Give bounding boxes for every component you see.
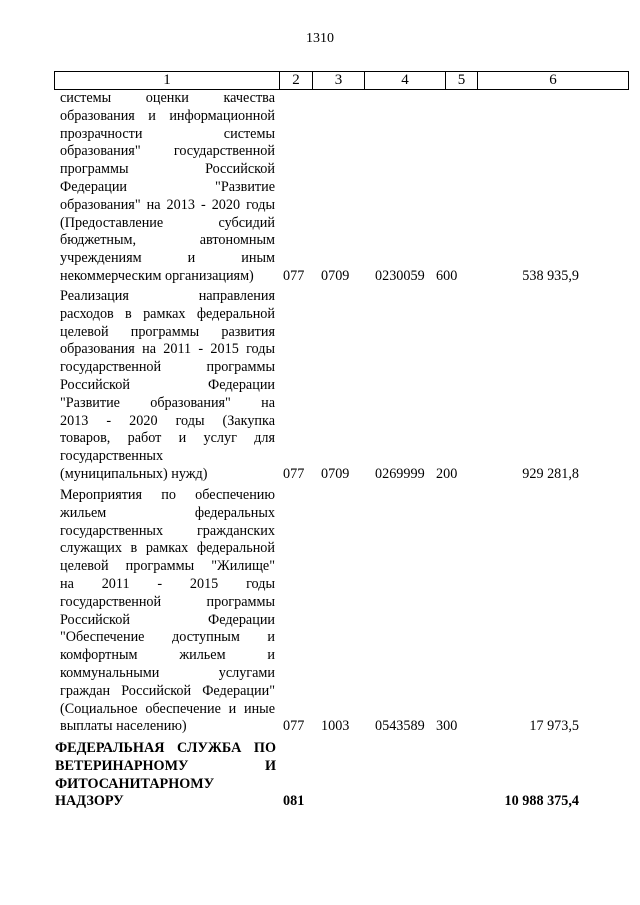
expense-type-code: 300	[436, 718, 458, 734]
target-article-code: 0230059	[375, 268, 425, 284]
ministry-code: 077	[283, 268, 305, 284]
target-article-code: 0269999	[375, 466, 425, 482]
column-header-2: 2	[280, 72, 313, 90]
row-description	[60, 288, 275, 484]
description-line: некоммерческим организациям)	[60, 267, 254, 284]
expense-type-code: 200	[436, 466, 458, 482]
column-header-3: 3	[313, 72, 365, 90]
amount: 929 281,8	[522, 466, 579, 482]
description-line: служащих в рамках федеральной	[60, 540, 275, 557]
description-line: учреждениям и иным	[60, 250, 275, 267]
description-line: целевой программы развития	[60, 323, 275, 340]
description-line: жильем федеральных	[60, 504, 275, 521]
column-header-5: 5	[446, 72, 478, 90]
description-line: государственных	[60, 448, 164, 465]
description-line: Реализация направления	[60, 288, 275, 304]
description-line: граждан Российской Федерации"	[60, 682, 275, 699]
page-number: 1310	[306, 31, 334, 46]
description-line: 2013 - 2020 годы (Закупка	[60, 412, 275, 429]
row-description	[60, 90, 275, 286]
amount: 17 973,5	[529, 718, 579, 734]
description-line: Мероприятия по обеспечению	[60, 487, 275, 503]
agency-total-amount: 10 988 375,4	[504, 793, 579, 809]
description-line: товаров, работ и услуг для	[60, 430, 275, 447]
column-header-6: 6	[478, 72, 629, 90]
agency-title	[55, 740, 276, 811]
description-line: (муниципальных) нужд)	[60, 465, 208, 482]
description-line: образования и информационной	[60, 107, 275, 124]
amount: 538 935,9	[522, 268, 579, 284]
column-header-row	[55, 72, 629, 90]
description-line: программы Российской	[60, 161, 275, 178]
column-header-1: 1	[55, 72, 280, 90]
target-article-code: 0543589	[375, 718, 425, 734]
description-line: комфортным жильем и	[60, 647, 275, 664]
description-line: образования" на 2013 - 2020 годы	[60, 196, 275, 213]
description-line: расходов в рамках федеральной	[60, 305, 275, 322]
description-line: Российской Федерации	[60, 376, 275, 393]
row-description	[60, 487, 275, 736]
agency-title-line: НАДЗОРУ	[55, 793, 124, 810]
description-line: "Развитие образования" на	[60, 394, 275, 411]
agency-title-line: ФЕДЕРАЛЬНАЯ СЛУЖБА ПО	[55, 740, 276, 756]
description-line: образования на 2011 - 2015 годы	[60, 341, 275, 358]
agency-title-line: ФИТОСАНИТАРНОМУ	[55, 775, 215, 792]
description-line: выплаты населению)	[60, 718, 187, 735]
ministry-code: 077	[283, 466, 305, 482]
ministry-code: 077	[283, 718, 305, 734]
column-header-4: 4	[365, 72, 446, 90]
section-code: 0709	[321, 466, 350, 482]
description-line: образования" государственной	[60, 143, 275, 160]
description-line: целевой программы "Жилище"	[60, 558, 275, 575]
description-line: Российской Федерации	[60, 611, 275, 628]
expense-type-code: 600	[436, 268, 458, 284]
description-line: коммунальными услугами	[60, 664, 275, 681]
agency-title-line: ВЕТЕРИНАРНОМУ И	[55, 757, 276, 774]
description-line: прозрачности системы	[60, 125, 275, 142]
section-code: 1003	[321, 718, 350, 734]
description-line: (Социальное обеспечение и иные	[60, 700, 275, 717]
description-line: бюджетным, автономным	[60, 232, 275, 249]
column-header-table	[54, 71, 629, 90]
section-code: 0709	[321, 268, 350, 284]
description-line: государственной программы	[60, 359, 275, 376]
description-line: государственных гражданских	[60, 522, 275, 539]
description-line: на 2011 - 2015 годы	[60, 575, 275, 592]
description-line: государственной программы	[60, 593, 275, 610]
description-line: системы оценки качества	[60, 90, 275, 106]
description-line: (Предоставление субсидий	[60, 214, 275, 231]
agency-ministry-code: 081	[283, 793, 305, 809]
description-line: Федерации "Развитие	[60, 178, 275, 195]
description-line: "Обеспечение доступным и	[60, 629, 275, 646]
